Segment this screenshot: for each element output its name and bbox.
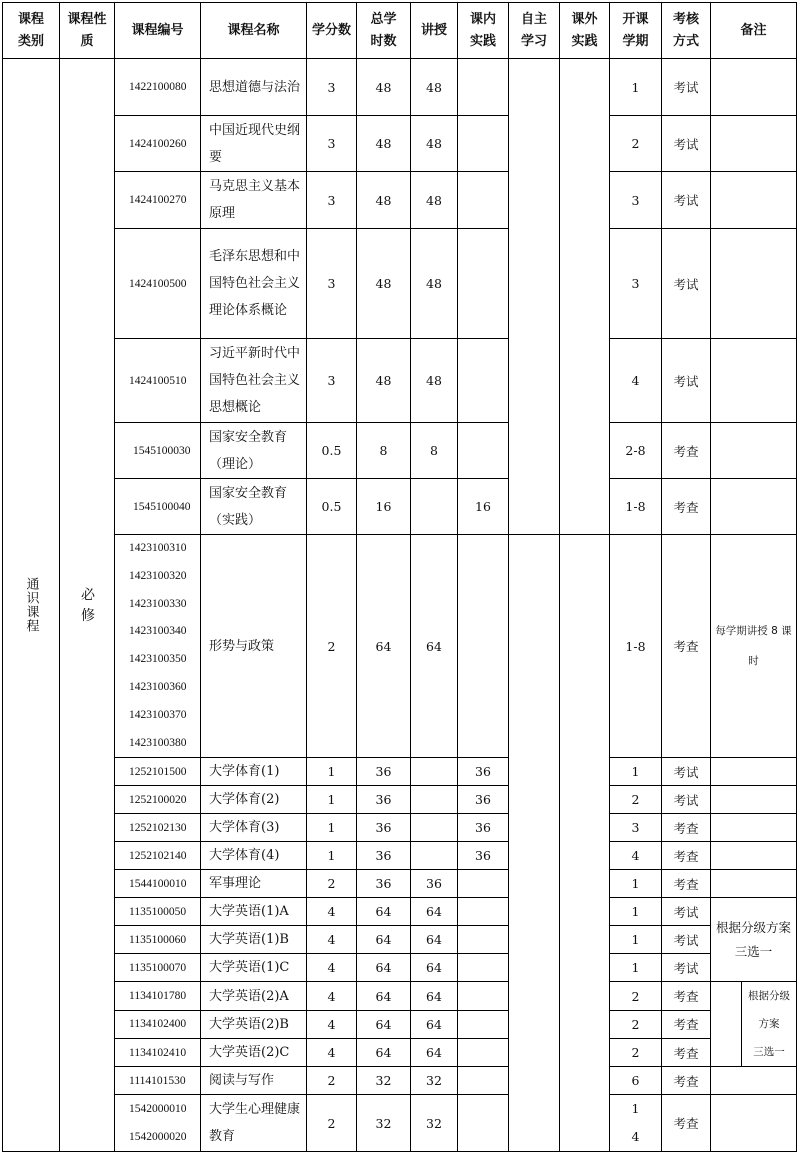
semester: 1 <box>610 870 662 898</box>
self-study <box>509 535 560 1152</box>
note <box>711 479 797 535</box>
semester: 4 <box>610 842 662 870</box>
course-code: 1424100500 <box>115 229 201 339</box>
semester: 3 <box>610 814 662 842</box>
semester: 3 <box>610 229 662 339</box>
lecture: 32 <box>411 1095 458 1152</box>
table-row <box>3 842 797 870</box>
policy-code: 1423100360 <box>129 680 187 693</box>
hours: 8 <box>357 423 411 479</box>
hours: 36 <box>357 814 411 842</box>
hours: 64 <box>357 926 411 954</box>
policy-code: 1423100350 <box>129 653 187 666</box>
course-code: 1252102140 <box>115 842 201 870</box>
practice-in: 36 <box>458 786 509 814</box>
lecture <box>411 479 458 535</box>
table-row <box>3 423 797 479</box>
hours: 32 <box>357 1067 411 1095</box>
mental-codes <box>115 1095 201 1152</box>
table-row <box>3 339 797 423</box>
lecture: 36 <box>411 870 458 898</box>
table-row <box>3 926 797 954</box>
course-name: 大学英语(1)B <box>201 926 307 954</box>
header-self-study: 自主 学习 <box>509 3 560 59</box>
table-row <box>3 229 797 339</box>
course-name: 思想道德与法治 <box>201 59 307 116</box>
header-lecture: 讲授 <box>411 3 458 59</box>
policy-code: 1423100310 <box>129 542 187 554</box>
course-code: 1134101780 <box>115 982 201 1010</box>
semester: 2-8 <box>610 423 662 479</box>
practice-in: 36 <box>458 758 509 786</box>
table-row <box>3 116 797 172</box>
header-practice-in: 课内 实践 <box>458 3 509 59</box>
hours: 64 <box>357 982 411 1010</box>
hours: 32 <box>357 1095 411 1152</box>
course-name: 习近平新时代中国特色社会主义思想概论 <box>201 339 307 423</box>
note <box>711 229 797 339</box>
header-credits: 学分数 <box>307 3 357 59</box>
note: 每学期讲授 8 课时 <box>711 535 797 758</box>
practice-in <box>458 926 509 954</box>
exam: 考查 <box>662 535 711 758</box>
course-code: 1134102410 <box>115 1039 201 1067</box>
course-name: 马克思主义基本原理 <box>201 172 307 229</box>
practice-in <box>458 535 509 758</box>
course-name: 大学英语(1)A <box>201 898 307 926</box>
credits: 2 <box>307 535 357 758</box>
semester: 2 <box>610 1039 662 1067</box>
lecture: 48 <box>411 229 458 339</box>
exam: 考试 <box>662 116 711 172</box>
practice-in <box>458 898 509 926</box>
lecture: 48 <box>411 116 458 172</box>
header-category: 课程 类别 <box>3 3 60 59</box>
hours: 64 <box>357 1039 411 1067</box>
hours: 48 <box>357 229 411 339</box>
exam: 考试 <box>662 954 711 982</box>
policy-code: 1423100320 <box>129 569 187 582</box>
course-code: 1135100050 <box>115 898 201 926</box>
course-code: 1134102400 <box>115 1010 201 1038</box>
note-line: 方案 <box>758 1018 780 1031</box>
course-name: 大学体育(1) <box>201 758 307 786</box>
lecture: 64 <box>411 954 458 982</box>
table-row <box>3 954 797 982</box>
semester: 1-8 <box>610 479 662 535</box>
exam: 考试 <box>662 786 711 814</box>
lecture: 64 <box>411 926 458 954</box>
credits: 3 <box>307 229 357 339</box>
practice-in <box>458 1010 509 1038</box>
policy-code: 1423100340 <box>129 625 187 638</box>
header-note: 备注 <box>711 3 797 59</box>
header-practice-out: 课外 实践 <box>560 3 610 59</box>
lecture: 64 <box>411 1039 458 1067</box>
hours: 64 <box>357 898 411 926</box>
credits: 4 <box>307 1039 357 1067</box>
practice-in <box>458 954 509 982</box>
semester: 2 <box>610 786 662 814</box>
exam: 考查 <box>662 1067 711 1095</box>
credits: 4 <box>307 898 357 926</box>
credits: 3 <box>307 172 357 229</box>
practice-in <box>458 1095 509 1152</box>
hours: 36 <box>357 842 411 870</box>
note <box>711 59 797 116</box>
lecture <box>411 758 458 786</box>
hours: 64 <box>357 535 411 758</box>
lecture <box>411 842 458 870</box>
exam: 考查 <box>662 479 711 535</box>
exam: 考查 <box>662 982 711 1010</box>
credits: 1 <box>307 814 357 842</box>
exam: 考试 <box>662 59 711 116</box>
course-name: 大学英语(2)C <box>201 1039 307 1067</box>
note: 根据分级方案三选一 <box>711 898 797 982</box>
practice-out <box>560 535 610 1152</box>
course-code: 1424100270 <box>115 172 201 229</box>
credits: 3 <box>307 59 357 116</box>
lecture: 32 <box>411 1067 458 1095</box>
course-name: 大学生心理健康教育 <box>201 1095 307 1152</box>
note <box>711 423 797 479</box>
practice-in: 16 <box>458 479 509 535</box>
note-line: 根据分级 <box>748 990 790 1003</box>
header-hours: 总学 时数 <box>357 3 411 59</box>
table-row <box>3 1095 797 1152</box>
hours: 48 <box>357 59 411 116</box>
header-name: 课程名称 <box>201 3 307 59</box>
lecture: 64 <box>411 898 458 926</box>
credits: 0.5 <box>307 479 357 535</box>
semester: 4 <box>610 339 662 423</box>
credits: 1 <box>307 842 357 870</box>
course-name: 军事理论 <box>201 870 307 898</box>
course-name: 大学英语(1)C <box>201 954 307 982</box>
note <box>711 814 797 842</box>
course-name: 大学体育(3) <box>201 814 307 842</box>
course-name: 阅读与写作 <box>201 1067 307 1095</box>
course-code: 1252100020 <box>115 786 201 814</box>
hours: 36 <box>357 786 411 814</box>
semester: 2 <box>610 982 662 1010</box>
credits: 1 <box>307 758 357 786</box>
lecture: 64 <box>411 535 458 758</box>
course-code: 1135100070 <box>115 954 201 982</box>
practice-in <box>458 1067 509 1095</box>
table-row <box>3 870 797 898</box>
semester: 1-8 <box>610 535 662 758</box>
course-code: 1424100260 <box>115 116 201 172</box>
mental-semester: 4 <box>631 1129 640 1145</box>
credits: 4 <box>307 954 357 982</box>
lecture <box>411 786 458 814</box>
practice-out <box>560 59 610 535</box>
practice-in: 36 <box>458 814 509 842</box>
semester: 1 <box>610 926 662 954</box>
note <box>711 116 797 172</box>
hours: 36 <box>357 870 411 898</box>
course-code: 1422100080 <box>115 59 201 116</box>
note <box>711 870 797 898</box>
hours: 16 <box>357 479 411 535</box>
course-name: 毛泽东思想和中国特色社会主义理论体系概论 <box>201 229 307 339</box>
note <box>711 786 797 814</box>
hours: 64 <box>357 1010 411 1038</box>
exam: 考试 <box>662 758 711 786</box>
exam: 考试 <box>662 898 711 926</box>
note <box>711 982 797 1067</box>
note <box>711 842 797 870</box>
mental-code: 1542000020 <box>129 1131 187 1144</box>
hours: 48 <box>357 172 411 229</box>
credits: 4 <box>307 1010 357 1038</box>
header-row <box>3 3 797 59</box>
course-code: 1252101500 <box>115 758 201 786</box>
table-row <box>3 814 797 842</box>
semester: 1 <box>610 59 662 116</box>
credits: 2 <box>307 870 357 898</box>
course-name: 国家安全教育（实践） <box>201 479 307 535</box>
course-code: 1424100510 <box>115 339 201 423</box>
practice-in <box>458 423 509 479</box>
policy-codes <box>115 535 201 758</box>
course-name: 大学英语(2)A <box>201 982 307 1010</box>
credits: 1 <box>307 786 357 814</box>
course-code: 1545100040 <box>115 479 201 535</box>
course-name: 国家安全教育（理论） <box>201 423 307 479</box>
course-name: 大学体育(4) <box>201 842 307 870</box>
credits: 4 <box>307 926 357 954</box>
semester: 1 <box>610 758 662 786</box>
lecture: 64 <box>411 1010 458 1038</box>
course-code: 1135100060 <box>115 926 201 954</box>
semester: 2 <box>610 116 662 172</box>
lecture: 8 <box>411 423 458 479</box>
credits: 3 <box>307 339 357 423</box>
lecture: 48 <box>411 59 458 116</box>
header-semester: 开课 学期 <box>610 3 662 59</box>
table-row <box>3 898 797 926</box>
course-code: 1544100010 <box>115 870 201 898</box>
exam: 考试 <box>662 229 711 339</box>
note-line: 三选一 <box>753 1046 785 1059</box>
practice-in: 36 <box>458 842 509 870</box>
exam: 考查 <box>662 1039 711 1067</box>
table-row <box>3 1067 797 1095</box>
exam: 考查 <box>662 1095 711 1152</box>
practice-in <box>458 982 509 1010</box>
course-name: 大学体育(2) <box>201 786 307 814</box>
table-row <box>3 535 797 758</box>
hours: 48 <box>357 339 411 423</box>
table-row <box>3 59 797 116</box>
course-name: 形势与政策 <box>201 535 307 758</box>
hours: 36 <box>357 758 411 786</box>
policy-code: 1423100370 <box>129 708 187 721</box>
note <box>711 1067 797 1095</box>
credits: 3 <box>307 116 357 172</box>
credits: 2 <box>307 1095 357 1152</box>
practice-in <box>458 339 509 423</box>
lecture <box>411 814 458 842</box>
mental-semester: 1 <box>631 1101 640 1117</box>
practice-in <box>458 229 509 339</box>
exam: 考查 <box>662 423 711 479</box>
note <box>711 758 797 786</box>
semester: 1 <box>610 898 662 926</box>
credits: 0.5 <box>307 423 357 479</box>
table-row <box>3 172 797 229</box>
table-row <box>3 479 797 535</box>
practice-in <box>458 116 509 172</box>
note <box>711 172 797 229</box>
lecture: 64 <box>411 982 458 1010</box>
semester: 2 <box>610 1010 662 1038</box>
semester <box>610 1095 662 1152</box>
course-code: 1545100030 <box>115 423 201 479</box>
course-code: 1114101530 <box>115 1067 201 1095</box>
exam: 考查 <box>662 842 711 870</box>
header-nature: 课程性 质 <box>60 3 115 59</box>
header-code: 课程编号 <box>115 3 201 59</box>
category-cell: 通识课程 <box>3 59 60 1152</box>
nature-cell: 必 修 <box>60 59 115 1152</box>
table-row <box>3 982 797 1010</box>
lecture: 48 <box>411 339 458 423</box>
curriculum-table <box>2 2 797 1152</box>
hours: 64 <box>357 954 411 982</box>
table-row <box>3 786 797 814</box>
semester: 3 <box>610 172 662 229</box>
header-exam: 考核 方式 <box>662 3 711 59</box>
self-study <box>509 59 560 535</box>
policy-code: 1423100330 <box>129 597 187 610</box>
course-code: 1252102130 <box>115 814 201 842</box>
note <box>711 339 797 423</box>
practice-in <box>458 870 509 898</box>
credits: 2 <box>307 1067 357 1095</box>
exam: 考查 <box>662 1010 711 1038</box>
lecture: 48 <box>411 172 458 229</box>
practice-in <box>458 172 509 229</box>
exam: 考试 <box>662 339 711 423</box>
exam: 考查 <box>662 870 711 898</box>
credits: 4 <box>307 982 357 1010</box>
practice-in <box>458 59 509 116</box>
table-row <box>3 1010 797 1038</box>
policy-code: 1423100380 <box>129 736 187 749</box>
exam: 考查 <box>662 814 711 842</box>
note <box>711 1095 797 1152</box>
semester: 6 <box>610 1067 662 1095</box>
course-name: 中国近现代史纲要 <box>201 116 307 172</box>
semester: 1 <box>610 954 662 982</box>
course-name: 大学英语(2)B <box>201 1010 307 1038</box>
table-row <box>3 758 797 786</box>
exam: 考试 <box>662 926 711 954</box>
mental-code: 1542000010 <box>129 1103 187 1116</box>
practice-in <box>458 1039 509 1067</box>
exam: 考试 <box>662 172 711 229</box>
table-row <box>3 1039 797 1067</box>
hours: 48 <box>357 116 411 172</box>
